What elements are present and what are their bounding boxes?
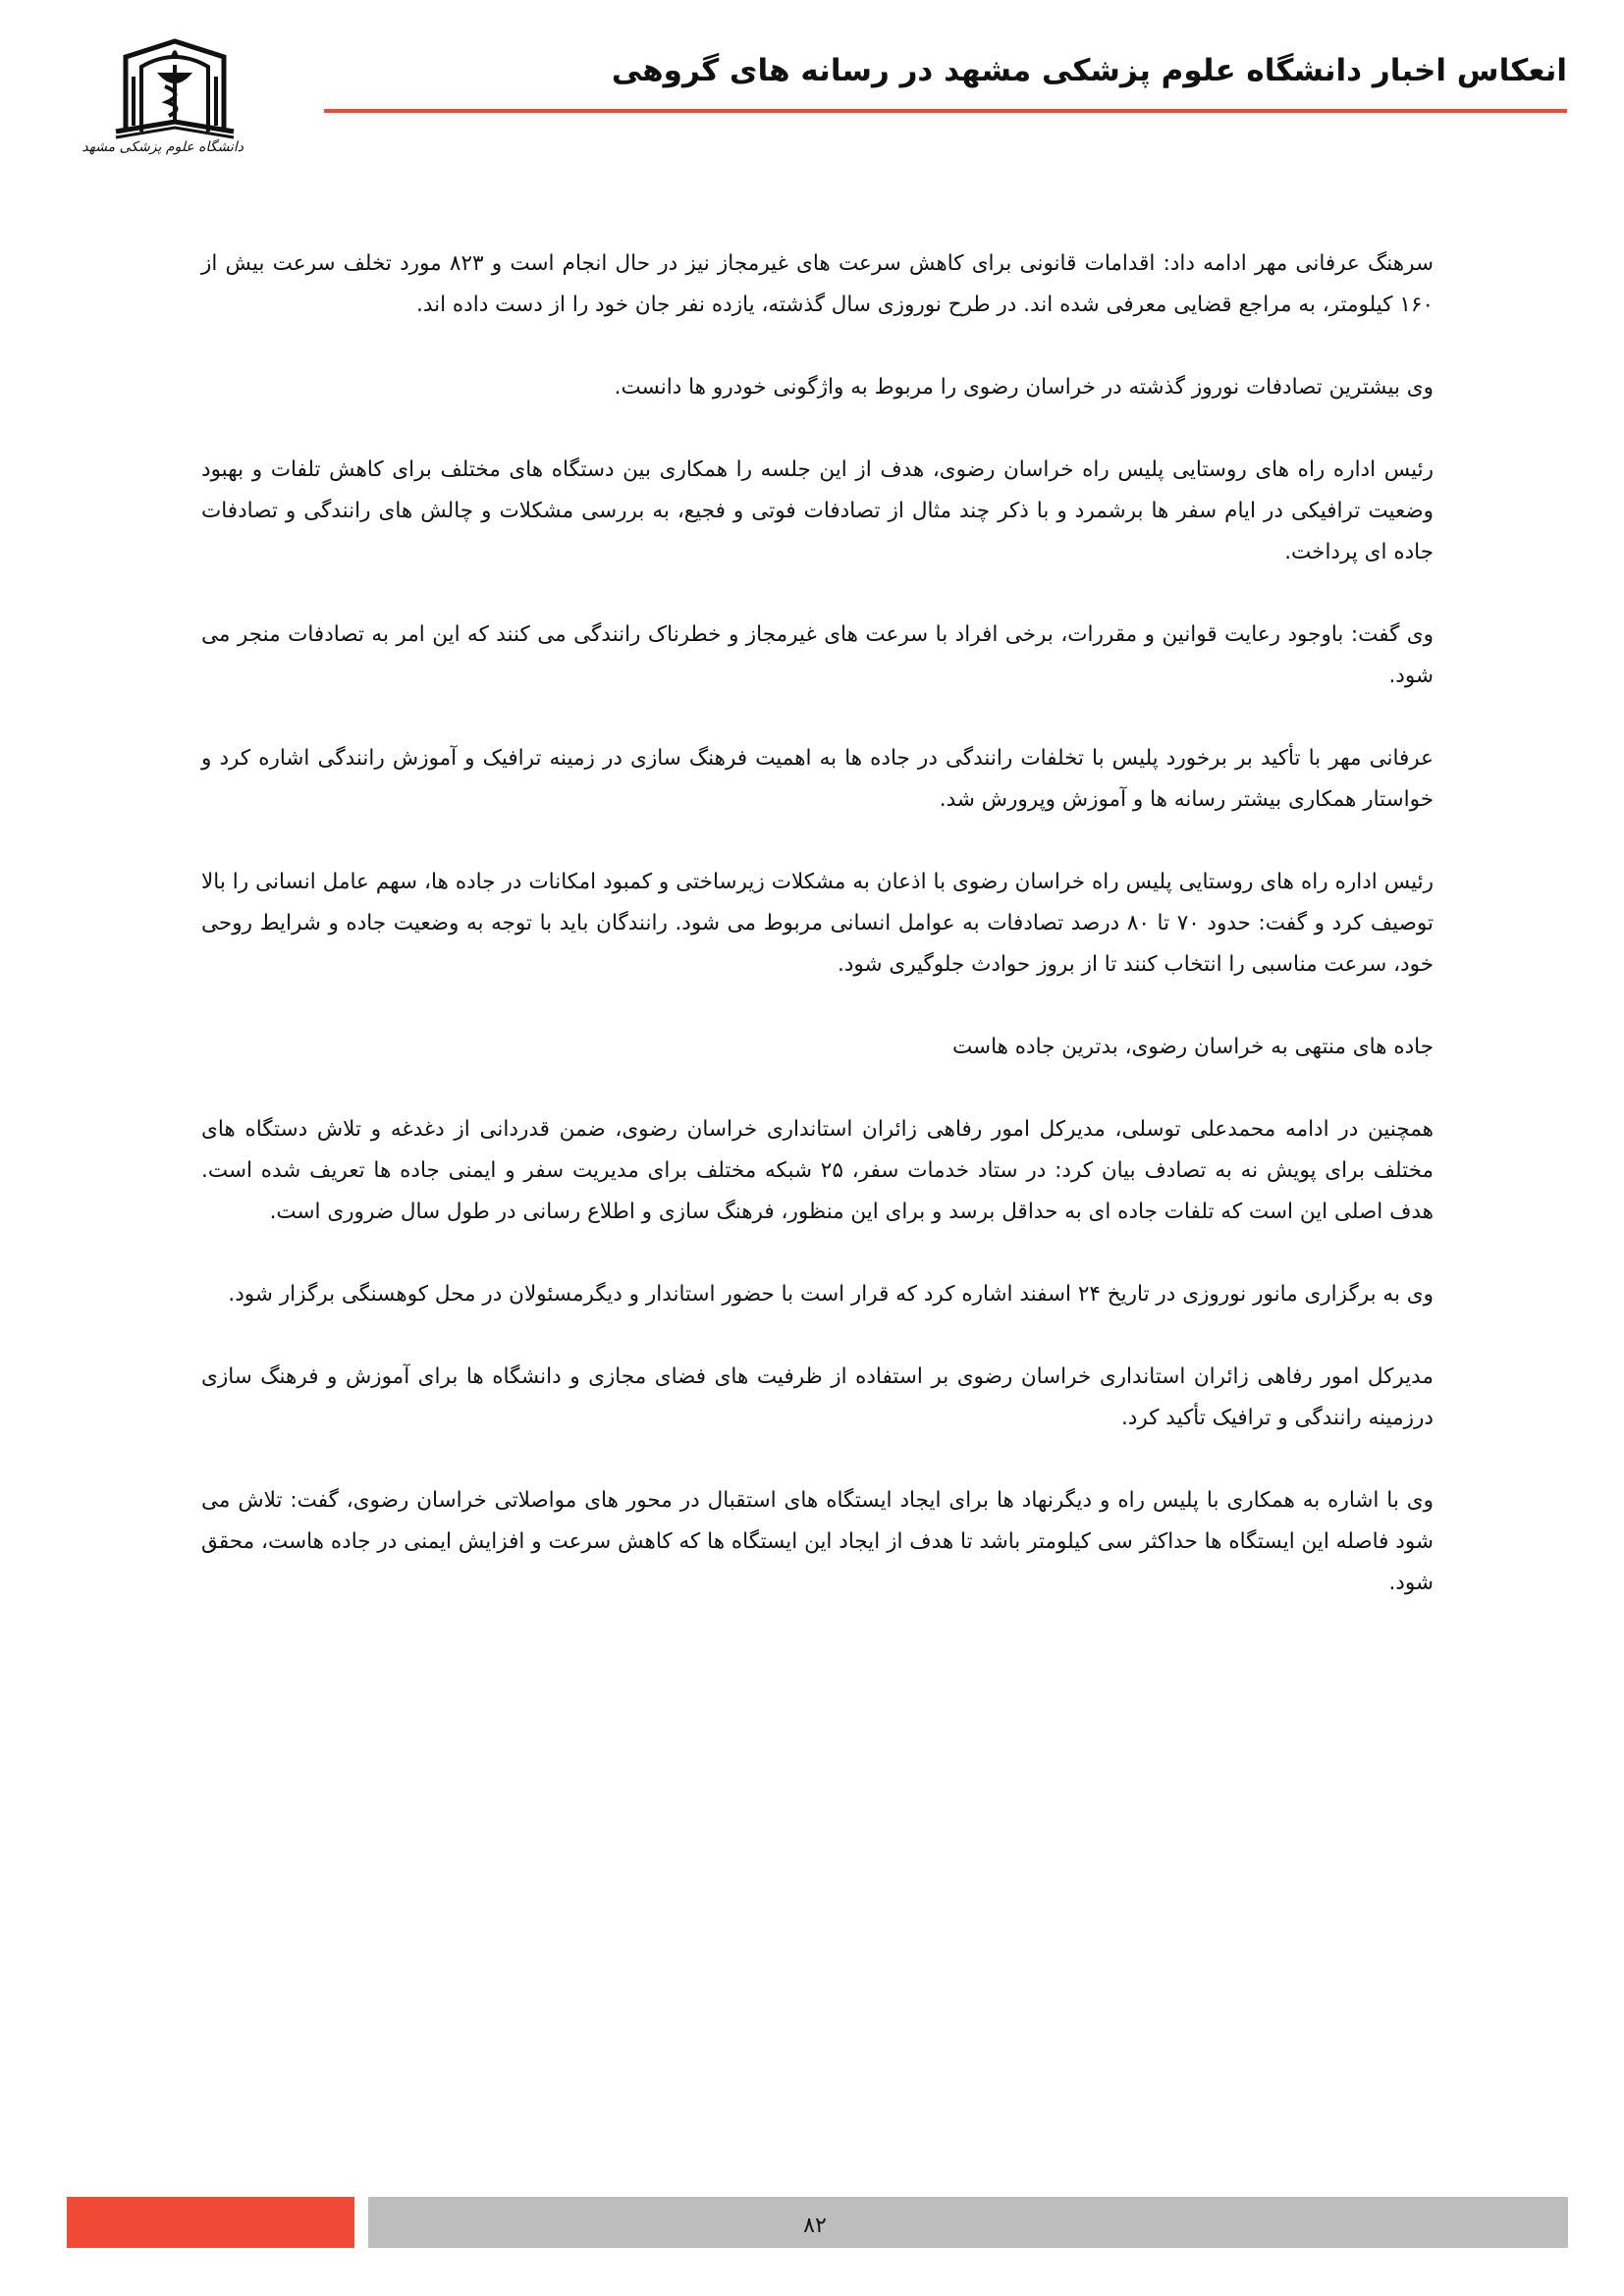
paragraph: وی بیشترین تصادفات نوروز گذشته در خراسان رضوی را مربوط به واژگونی خودرو ها دانست.	[614, 375, 1434, 400]
paragraph: وی گفت: باوجود رعایت قوانین و مقررات، برخی افراد با سرعت های غیرمجاز و خطرناک رانندگی می کنند که این امر به تصادفات منجر می شود.	[201, 622, 1434, 688]
page-header	[0, 0, 1624, 172]
document-header-title: انعکاس اخبار دانشگاه علوم پزشکی مشهد در رسانه های گروهی	[611, 53, 1567, 88]
page-number: ۸۲	[803, 2214, 827, 2238]
footer-accent-bar	[67, 2197, 354, 2248]
paragraph: رئیس اداره راه های روستایی پلیس راه خراسان رضوی با اذعان به مشکلات زیرساختی و کمبود امکانات در جاده ها، سهم عامل انسانی را بالا توصیف کرد و گفت: حدود ۷۰ تا ۸۰ درصد تصادفات به عوامل انسانی مربوط می شود. رانندگان باید با توجه به وضعیت جاده و شرایط روحی خود، سرعت مناسبی را انتخاب کنند تا از بروز حوادث جلوگیری شود.	[201, 870, 1435, 977]
paragraph: عرفانی مهر با تأکید بر برخورد پلیس با تخلفات رانندگی در جاده ها به اهمیت فرهنگ سازی در زمینه ترافیک و آموزش رانندگی اشاره کرد و خواستار همکاری بیشتر رسانه ها و آموزش وپرورش شد.	[201, 746, 1434, 812]
footer-gray-bar	[368, 2197, 1568, 2248]
page-footer	[0, 2197, 1624, 2256]
university-logo	[81, 37, 244, 167]
paragraph: وی به برگزاری مانور نوروزی در تاریخ ۲۴ اسفند اشاره کرد که قرار است با حضور استاندار و دیگرمسئولان در محل کوهسنگی برگزار شود.	[228, 1282, 1434, 1307]
section-subheading: جاده های منتهی به خراسان رضوی، بدترین جاده هاست	[951, 1035, 1434, 1059]
paragraph: سرهنگ عرفانی مهر ادامه داد: اقدامات قانونی برای کاهش سرعت های غیرمجاز نیز در حال انجام است و ۸۲۳ مورد تخلف سرعت بیش از ۱۶۰ کیلومتر، به مراجع قضایی معرفی شده اند. در طرح نوروزی سال گذشته، یازده نفر جان خود را از دست داده اند.	[201, 251, 1434, 317]
logo-caption: دانشگاه علوم پزشکی مشهد	[81, 139, 244, 155]
paragraph: وی با اشاره به همکاری با پلیس راه و دیگرنهاد ها برای ایجاد ایستگاه های استقبال در محور های مواصلاتی خراسان رضوی، گفت: تلاش می شود فاصله این ایستگاه ها حداکثر سی کیلومتر باشد تا هدف از ایجاد این ایستگاه ها که کاهش سرعت و افزایش ایمنی در جاده هاست، محقق شود.	[201, 1488, 1434, 1595]
paragraph: رئیس اداره راه های روستایی پلیس راه خراسان رضوی، هدف از این جلسه را همکاری بین دستگاه های مختلف برای کاهش تلفات و بهبود وضعیت ترافیکی در ایام سفر ها برشمرد و با ذکر چند مثال از تصادفات فوتی و فجیع، به بررسی مشکلات و چالش های رانندگی و تصادفات جاده ای پرداخت.	[201, 457, 1434, 564]
paragraph: مدیرکل امور رفاهی زائران استانداری خراسان رضوی بر استفاده از ظرفیت های فضای مجازی و دانشگاه ها برای آموزش و فرهنگ سازی درزمینه رانندگی و ترافیک تأکید کرد.	[201, 1364, 1434, 1430]
paragraph: همچنین در ادامه محمدعلی توسلی، مدیرکل امور رفاهی زائران استانداری خراسان رضوی، ضمن قدردانی از دغدغه و تلاش دستگاه های مختلف برای پویش نه به تصادف بیان کرد: در ستاد خدمات سفر، ۲۵ شبکه مختلف برای مدیریت سفر و ایمنی جاده ها تعریف شده است. هدف اصلی این است که تلفات جاده ای به حداقل برسد و برای این منظور، فرهنگ سازی و اطلاع رسانی در طول سال ضروری است.	[201, 1117, 1434, 1224]
article-body	[201, 243, 1434, 1645]
header-divider	[324, 109, 1567, 113]
university-emblem-icon	[106, 37, 244, 139]
